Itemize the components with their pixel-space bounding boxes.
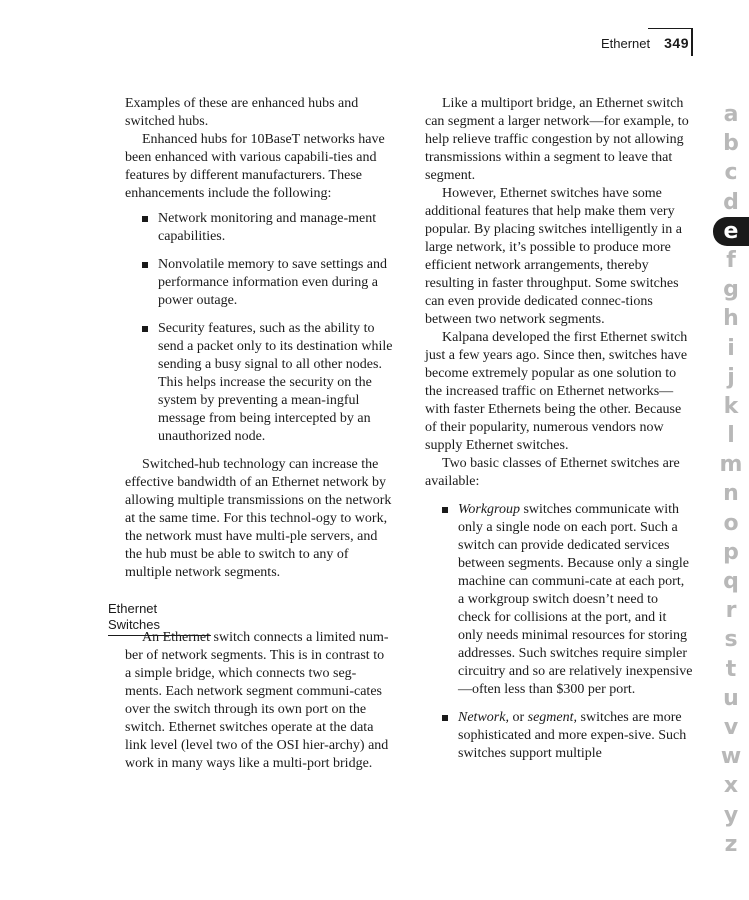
thumb-tab-d: d <box>723 189 739 215</box>
paragraph: Switched-hub technology can increase the effective bandwidth of an Ethernet network by allowing multiple transmissions on the network at the same time. For this technol-ogy to work, the network must have multi-ple servers, and the hub must be able to switch to any of multiple network segments. <box>125 457 392 580</box>
left-column-continued <box>125 629 393 773</box>
thumb-tab-v: v <box>723 714 739 740</box>
thumb-tab-x: x <box>723 773 739 799</box>
thumb-tab-f: f <box>726 247 736 273</box>
bullet-list <box>425 501 693 763</box>
thumb-tab-c: c <box>724 160 738 186</box>
thumb-tab-u: u <box>723 685 739 711</box>
thumb-tab-p: p <box>723 539 739 565</box>
thumb-tab-t: t <box>725 656 737 682</box>
thumb-tab-n: n <box>723 481 739 507</box>
thumb-tab-h: h <box>723 306 739 332</box>
paragraph: An Ethernet switch connects a limited num-ber of network segments. This is in contrast to a simple bridge, which connects two seg-ments. Each network segment communi-cates over the switch through its own port on the switch. Ethernet switches operate at the data link level (level two of the OSI hier-archy) and work in many ways like a multi-port bridge. <box>125 630 389 771</box>
thumb-tab-w: w <box>720 744 742 770</box>
paragraph: Examples of these are enhanced hubs and switched hubs. <box>125 96 359 129</box>
square-bullet-icon <box>142 326 148 332</box>
thumb-tab-g: g <box>723 277 739 303</box>
alphabet-thumb-index <box>713 100 749 859</box>
running-head <box>601 35 692 51</box>
list-item: Nonvolatile memory to save settings and performance information even during a power outage. <box>158 256 393 310</box>
term: Network, <box>458 710 509 725</box>
running-head-title: Ethernet <box>600 36 651 51</box>
thumb-tab-j: j <box>727 364 735 390</box>
thumb-tab-i: i <box>727 335 735 361</box>
square-bullet-icon <box>442 715 448 721</box>
left-column <box>125 95 393 582</box>
page-number: 349 <box>664 35 689 51</box>
list-item: Network, or segment, switches are more sophisticated and more expen-sive. Such switches support multiple <box>458 709 693 763</box>
thumb-tab-z: z <box>724 831 738 857</box>
square-bullet-icon <box>442 507 448 513</box>
paragraph: Like a multiport bridge, an Ethernet switch can segment a larger network—for example, to help relieve traffic congestion by not allowing transmissions within a segment to leave that segment. <box>425 96 689 183</box>
bullet-list <box>125 210 393 446</box>
list-item: Security features, such as the ability to send a packet only to its destination while sending a busy signal to all other nodes. This helps increase the security on the system by preventing a mean-ingful message from being intercepted by an unauthorized node. <box>158 320 393 446</box>
thumb-tab-l: l <box>727 423 735 449</box>
square-bullet-icon <box>142 216 148 222</box>
list-item: Workgroup switches communicate with only a single node on each port. Such a switch can provide dedicated services between segments. Because only a single machine can communi-cate at each port, a workgroup switch doesn’t need to check for collisions at the port, and it only needs minimal resources for storing addresses. Such switches require simpler circuitry and so are relatively inexpensive—often less than $300 per port. <box>458 501 693 699</box>
term: Workgroup <box>458 502 520 517</box>
right-column <box>425 95 693 773</box>
thumb-tab-a: a <box>723 102 739 127</box>
thumb-tab-s: s <box>724 627 738 653</box>
thumb-tab-e: e <box>713 217 749 246</box>
term: segment, <box>527 710 578 725</box>
thumb-tab-r: r <box>725 598 737 624</box>
square-bullet-icon <box>142 262 148 268</box>
thumb-tab-o: o <box>723 510 739 536</box>
header-rule-horizontal <box>648 28 693 29</box>
thumb-tab-q: q <box>723 569 739 594</box>
thumb-tab-b: b <box>723 131 739 157</box>
paragraph: However, Ethernet switches have some additional features that help make them very popular. By placing switches intelligently in a large network, it’s possible to produce more efficient network arrangements, thereby resulting in faster throughput. Some switches can even provide dedicated connec-tions between two network segments. <box>425 186 683 327</box>
thumb-tab-k: k <box>723 393 739 419</box>
thumb-tab-m: m <box>719 452 743 478</box>
thumb-tab-y: y <box>723 802 739 828</box>
paragraph: Kalpana developed the first Ethernet switch just a few years ago. Since then, switches have become extremely popular as one solution to the increased traffic on Ethernet networks—with faster Ethernets being the other. Because of their popularity, numerous vendors now supply Ethernet switches. <box>425 330 688 453</box>
paragraph: Enhanced hubs for 10BaseT networks have been enhanced with various capabili-ties and features by different manufacturers. These enhancements include the following: <box>125 132 385 201</box>
section-heading: Ethernet Switches <box>108 601 211 636</box>
list-item: Network monitoring and manage-ment capabilities. <box>158 210 393 246</box>
paragraph: Two basic classes of Ethernet switches are available: <box>425 456 680 489</box>
